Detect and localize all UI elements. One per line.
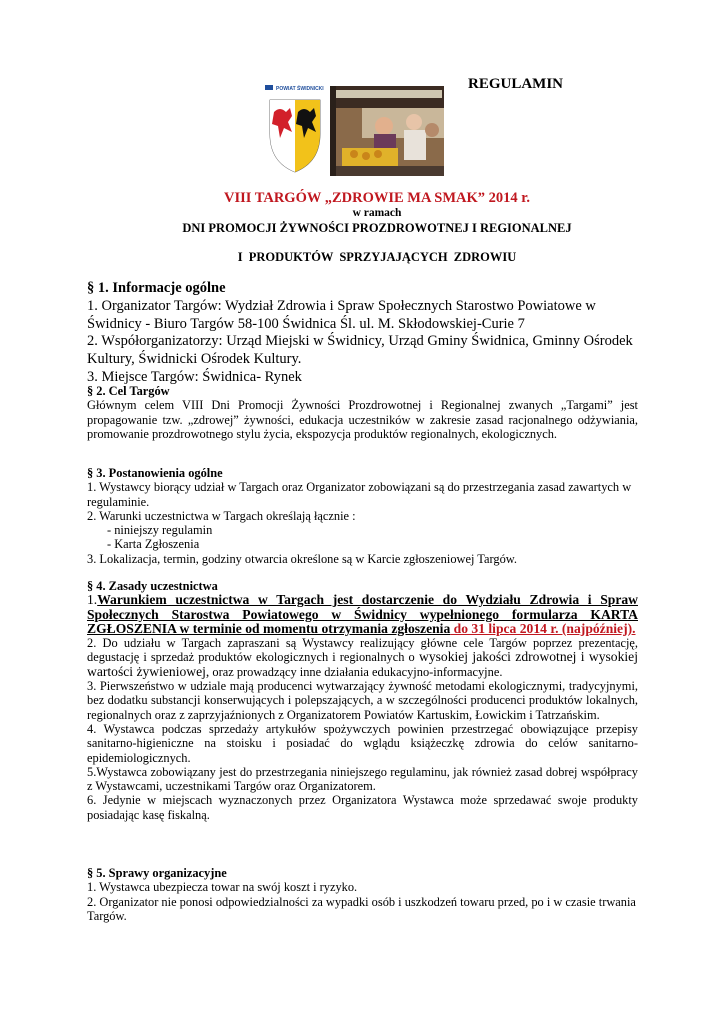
section-3-heading: § 3. Postanowienia ogólne [87, 466, 223, 480]
section-4-p1-num: 1. [87, 592, 98, 608]
section-4-heading: § 4. Zasady uczestnictwa [87, 579, 218, 593]
market-photo [330, 86, 444, 176]
section-5 [87, 866, 638, 923]
section-5-p1: 1. Wystawca ubezpiecza towar na swój koszt i ryzyko. [87, 880, 358, 895]
header-image [262, 82, 444, 176]
section-1 [87, 280, 638, 387]
subtitle-produkty: I PRODUKTÓW SPRZYJAJĄCYCH ZDROWIU [237, 250, 517, 264]
section-4-p1 [87, 593, 638, 636]
section-4-p5: 5.Wystawca zobowiązany jest do przestrzegania niniejszego regulaminu, jak również zasad dobrej współpracy z Wystawcami, uczestnikami Targów oraz Organizatorem. [87, 764, 638, 794]
section-3-item-regulamin: - niniejszy regulamin [107, 523, 213, 538]
section-4-p2-a: 2. Do udziału w Targach zapraszani są Wystawcy realizujący główne cele Targów poprzez prezentację, degustację i sprzedaż produktów ekologicznych i regionalnych o [87, 636, 638, 665]
header-collage [262, 82, 444, 176]
logo-label: POWIAT ŚWIDNICKI [276, 86, 324, 92]
section-4-p1-condition: Warunkiem uczestnictwa w Targach jest dostarczenie do Wydziału Zdrowia i Spraw Społecznych Starostwa Powiatowego w Świdnicy wypełnionego formularza KARTA ZGŁOSZENIA w terminie od momentu otrzymania zgłoszenia [87, 592, 638, 636]
section-1-location: 3. Miejsce Targów: Świdnica- Rynek [87, 368, 302, 385]
flag-icon [265, 85, 273, 90]
section-4-p2-b: wysokiej jakości zdrowotnej i wysokiej wartości żywieniowej, [87, 649, 638, 679]
section-3 [87, 466, 638, 566]
section-1-organizer: 1. Organizator Targów: Wydział Zdrowia i Spraw Społecznych Starostwo Powiatowe w Świdnicy - Biuro Targów 58-100 Świdnica Śl. ul. M. Skłodowskiej-Curie 7 [87, 297, 596, 332]
document-title: REGULAMIN [468, 76, 564, 92]
section-4-p4: 4. Wystawca podczas sprzedaży artykułów spożywczych powinien przestrzegać obowiązujące przepisy sanitarno-higieniczne na stoisku i posiadać do wglądu książeczkę zdrowia do celów sanitarno-epidemiologicznych. [87, 721, 638, 765]
section-5-heading: § 5. Sprawy organizacyjne [87, 866, 227, 880]
subtitle-w-ramach: w ramach [352, 207, 402, 219]
section-4-p2-c: oraz prowadzący inne działania edukacyjno-informacyjne. [209, 664, 503, 679]
section-2-heading: § 2. Cel Targów [87, 384, 170, 398]
section-2-goal: Głównym celem VIII Dni Promocji Żywności Prozdrowotnej i Regionalnej zwanych „Targami” jest propagowanie tzw. „zdrowej” żywności, edukacja uczestników w zakresie zasad racjonalnego odżywiania, promowanie prozdrowotnego stylu życia, ekspozycja produktów regionalnych, ekologicznych. [87, 398, 638, 441]
subtitle-dni-promocji: DNI PROMOCJI ŻYWNOŚCI PROZDROWOTNEJ I REGIONALNEJ [182, 221, 572, 235]
section-3-p2: 2. Warunki uczestnictwa w Targach określają łącznie : [87, 508, 356, 523]
section-3-p3: 3. Lokalizacja, termin, godziny otwarcia określone są w Karcie zgłoszeniowej Targów. [87, 551, 518, 566]
section-1-heading: § 1. Informacje ogólne [87, 280, 226, 296]
section-4-p2 [87, 636, 638, 679]
section-4-p1-deadline: do 31 lipca 2014 r. (najpóźniej). [450, 620, 636, 636]
section-5-p2: 2. Organizator nie ponosi odpowiedzialności za wypadki osób i uszkodzeń towaru przed, po i w czasie trwania Targów. [87, 894, 636, 923]
section-4-p3: 3. Pierwszeństwo w udziale mają producenci wytwarzający żywność metodami ekologicznymi, tradycyjnymi, bez dodatku substancji konserwujących i polepszających, a w szczególności producenci produktów lokalnych, regionalnych oraz z zaprzyjaźnionych z Organizatorem Powiatów Kartuskim, Łowickim i Tatrzańskim. [87, 679, 638, 722]
section-1-coorganizers: 2. Współorganizatorzy: Urząd Miejski w Świdnicy, Urząd Gminy Świdnica, Gminny Ośrodek Kultury, Świdnicki Ośrodek Kultury. [87, 333, 633, 368]
section-2 [87, 384, 638, 441]
section-3-item-karta: - Karta Zgłoszenia [107, 537, 200, 552]
section-4 [87, 579, 638, 822]
event-title: VIII TARGÓW „ZDROWIE MA SMAK” 2014 r. [223, 190, 530, 206]
section-3-p1: 1. Wystawcy biorący udział w Targach oraz Organizator zobowiązani są do przestrzegania zasad zawartych w regulaminie. [87, 480, 632, 509]
section-4-p6: 6. Jedynie w miejscach wyznaczonych przez Organizatora Wystawca może sprzedawać swoje produkty posiadając kasę fiskalną. [87, 793, 638, 822]
